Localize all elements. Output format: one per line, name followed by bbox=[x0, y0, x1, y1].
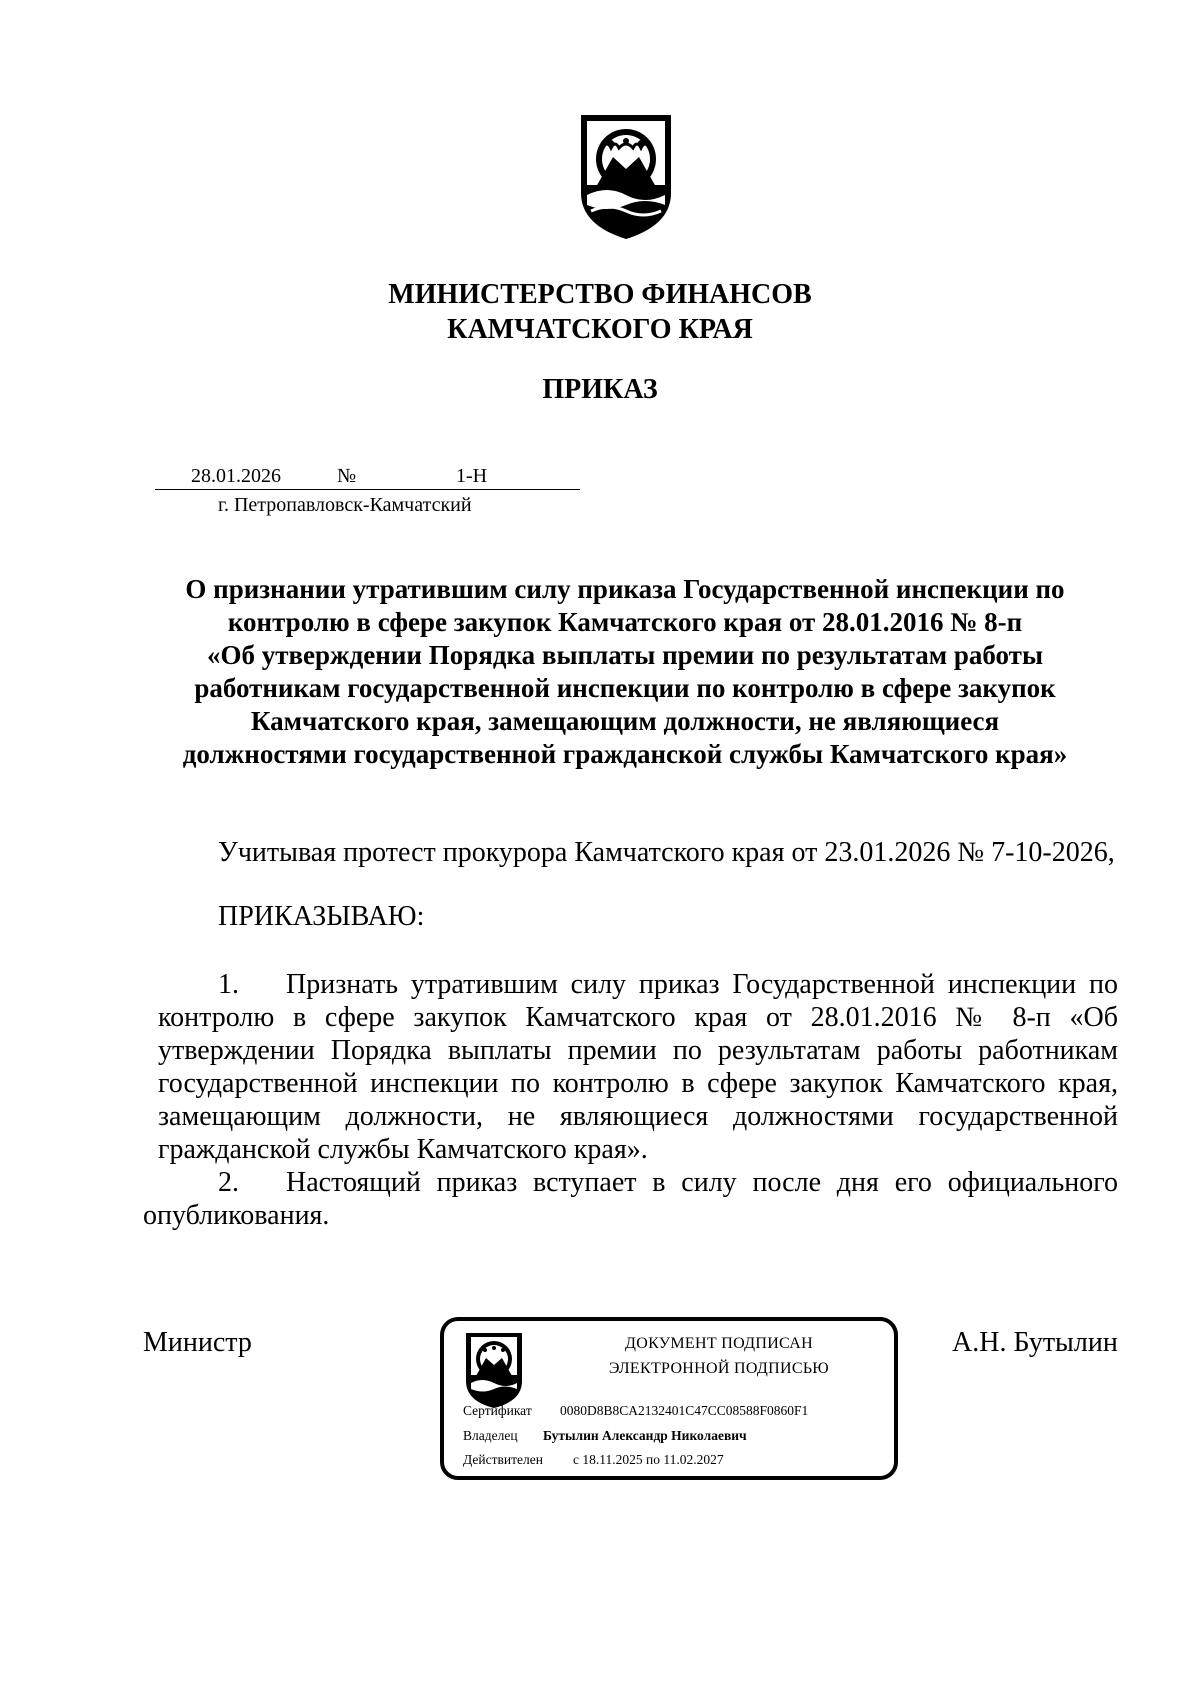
heading-line: О признании утратившим силу приказа Государственной инспекции по bbox=[185, 574, 1065, 604]
electronic-signature-stamp bbox=[440, 1317, 898, 1480]
item-2-number: 2. bbox=[218, 1167, 239, 1198]
document-date: 28.01.2026 bbox=[191, 465, 281, 487]
stamp-owner-row bbox=[463, 1428, 747, 1444]
stamp-certificate-row bbox=[463, 1403, 808, 1419]
heading-line: работникам государственной инспекции по контролю в сфере закупок bbox=[194, 673, 1056, 703]
stamp-emblem-icon bbox=[463, 1331, 525, 1409]
heading-line: «Об утверждении Порядка выплаты премии по результатам работы bbox=[206, 640, 1044, 670]
item-1-number: 1. bbox=[218, 969, 239, 1000]
document-number: 1-Н bbox=[456, 465, 488, 487]
ministry-name-line2: КАМЧАТСКОГО КРАЯ bbox=[447, 314, 753, 345]
item-1 bbox=[158, 968, 1118, 1166]
stamp-title-line2: ЭЛЕКТРОННОЙ ПОДПИСЬЮ bbox=[608, 1360, 830, 1377]
signatory-position: Министр bbox=[143, 1327, 252, 1358]
signatory-name: А.Н. Бутылин bbox=[952, 1327, 1118, 1358]
heading-line: Камчатского края, замещающим должности, не являющиеся bbox=[250, 706, 1000, 736]
validity-value: с 18.11.2025 по 11.02.2027 bbox=[573, 1452, 724, 1467]
coat-of-arms-icon bbox=[577, 113, 675, 241]
validity-label: Действителен bbox=[463, 1452, 543, 1467]
stamp-title-line1: ДОКУМЕНТ ПОДПИСАН bbox=[625, 1335, 813, 1352]
preamble: Учитывая протест прокурора Камчатского края от 23.01.2026 № 7-10-2026, bbox=[218, 837, 1115, 868]
certificate-value: 0080D8B8CA2132401C47CC08588F0860F1 bbox=[560, 1403, 809, 1418]
city: г. Петропавловск-Камчатский bbox=[218, 494, 472, 516]
document-heading bbox=[150, 573, 1100, 771]
ministry-name-line1: МИНИСТЕРСТВО ФИНАНСОВ bbox=[388, 279, 812, 310]
stamp-validity-row bbox=[463, 1452, 724, 1468]
date-number-line bbox=[155, 465, 580, 490]
order-word: ПРИКАЗЫВАЮ: bbox=[218, 901, 425, 932]
owner-label: Владелец bbox=[463, 1428, 518, 1443]
document-type: ПРИКАЗ bbox=[542, 374, 658, 405]
owner-value: Бутылин Александр Николаевич bbox=[543, 1428, 747, 1443]
item-2-text: Настоящий приказ вступает в силу после дня его официального опубликования. bbox=[143, 1167, 1118, 1231]
number-sign: № bbox=[337, 465, 357, 487]
heading-line: контролю в сфере закупок Камчатского края от 28.01.2016 № 8-п bbox=[227, 607, 1023, 637]
certificate-label: Сертификат bbox=[463, 1403, 532, 1418]
item-1-text: Признать утратившим силу приказ Государственной инспекции по контролю в сфере закупок Камчатского края от 28.01.2016 № 8-п «Об утверждении Порядка выплаты премии по результатам работы работникам государственной инспекции по контролю в сфере закупок Камчатского края, замещающим должности, не являющиеся должностями государственной гражданской службы Камчатского края». bbox=[158, 969, 1118, 1165]
heading-line: должностями государственной гражданской службы Камчатского края» bbox=[182, 739, 1068, 769]
